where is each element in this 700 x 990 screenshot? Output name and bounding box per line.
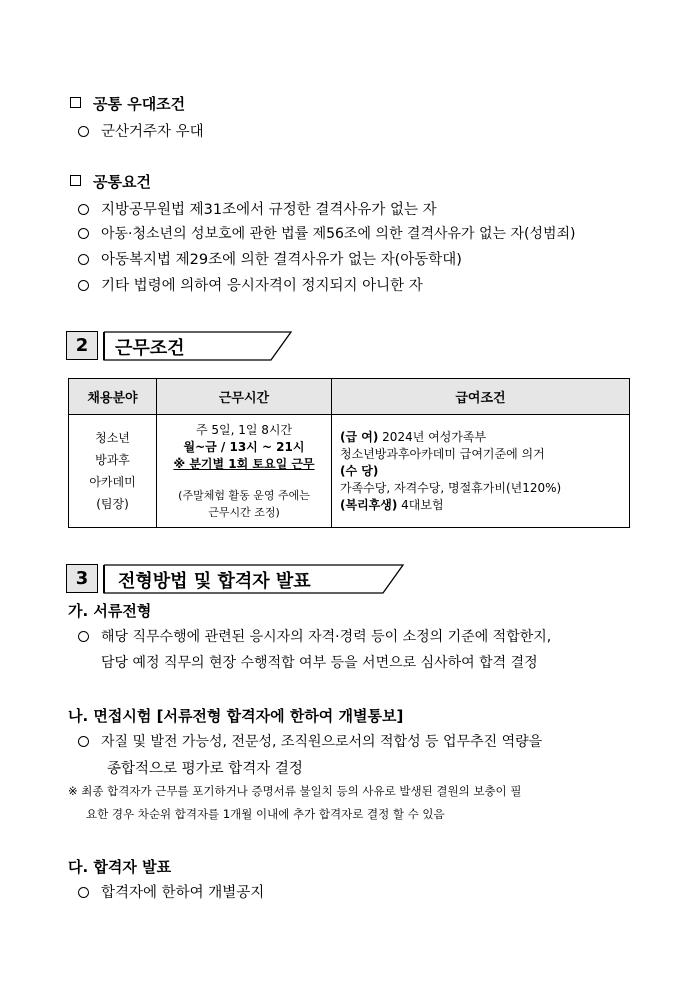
pay-cell: (급 여) 2024년 여성가족부 청소년방과후아카데미 급여기준에 의거 (수 당) 가족수당, 자격수당, 명절휴가비(년120%) (복리후생) 4대보험 [332,415,630,528]
hours-cell: 주 5일, 1일 8시간 월~금 / 13시 ~ 21시 ※ 분기별 1회 토요일 근무 (주말체험 활동 운영 주에는 근무시간 조정) [157,415,332,528]
interview-text: 자질 및 발전 가능성, 전문성, 조직원으로서의 적합성 등 업무추진 역량을 [78,731,542,751]
table-row [69,415,630,528]
requirement-item: 아동·청소년의 성보호에 관한 법률 제56조에 의한 결격사유가 없는 자(성범죄) [78,223,576,243]
section-title: 전형방법 및 합격자 발표 [118,571,311,592]
interview-note: ※ 최종 합격자가 근무를 포기하거나 증명서류 불일치 등의 사유로 발생된 결원의 보충이 필 [68,784,522,798]
preferential-item: 군산거주자 우대 [78,120,204,141]
interview-text-cont: 종합적으로 평가로 합격자 결정 [107,761,303,777]
document-review-heading: 가. 서류전형 [68,602,152,620]
circle-bullet-icon [78,126,89,137]
document-review-text: 해당 직무수행에 관련된 응시자의 자격·경력 등이 소정의 기준에 적합한지, [78,626,551,646]
square-bullet-icon [70,175,81,186]
circle-bullet-icon [78,736,89,747]
requirements-heading: 공통요건 [70,171,151,192]
circle-bullet-icon [78,887,89,898]
document-review-text-cont: 담당 예정 직무의 현장 수행적합 여부 등을 서면으로 심사하여 합격 결정 [101,655,538,671]
interview-note-cont: 요한 경우 차순위 합격자를 1개월 이내에 추가 합격자로 결정 할 수 있음 [86,807,445,821]
section-number: 3 [66,564,98,593]
table-header: 급여조건 [332,379,630,415]
announcement-heading: 다. 합격자 발표 [68,858,172,876]
work-conditions-table [68,378,630,528]
section-title: 근무조건 [115,338,185,359]
section-number: 2 [66,331,98,360]
field-cell: 청소년 방과후 아카데미 (팀장) [69,415,157,528]
square-bullet-icon [70,97,81,108]
circle-bullet-icon [78,280,89,291]
circle-bullet-icon [78,254,89,265]
preferential-heading: 공통 우대조건 [70,93,185,114]
circle-bullet-icon [78,204,89,215]
circle-bullet-icon [78,631,89,642]
requirement-item: 기타 법령에 의하여 응시자격이 정지되지 아니한 자 [78,274,423,295]
announcement-text: 합격자에 한하여 개별공지 [78,881,264,902]
table-header: 채용분야 [69,379,157,415]
table-header-row [69,379,630,415]
requirement-item: 지방공무원법 제31조에서 규정한 결격사유가 없는 자 [78,198,437,219]
circle-bullet-icon [78,228,89,239]
requirement-item: 아동복지법 제29조에 의한 결격사유가 없는 자(아동학대) [78,248,462,269]
interview-heading: 나. 면접시험 [서류전형 합격자에 한하여 개별통보] [68,707,404,725]
table-header: 근무시간 [157,379,332,415]
